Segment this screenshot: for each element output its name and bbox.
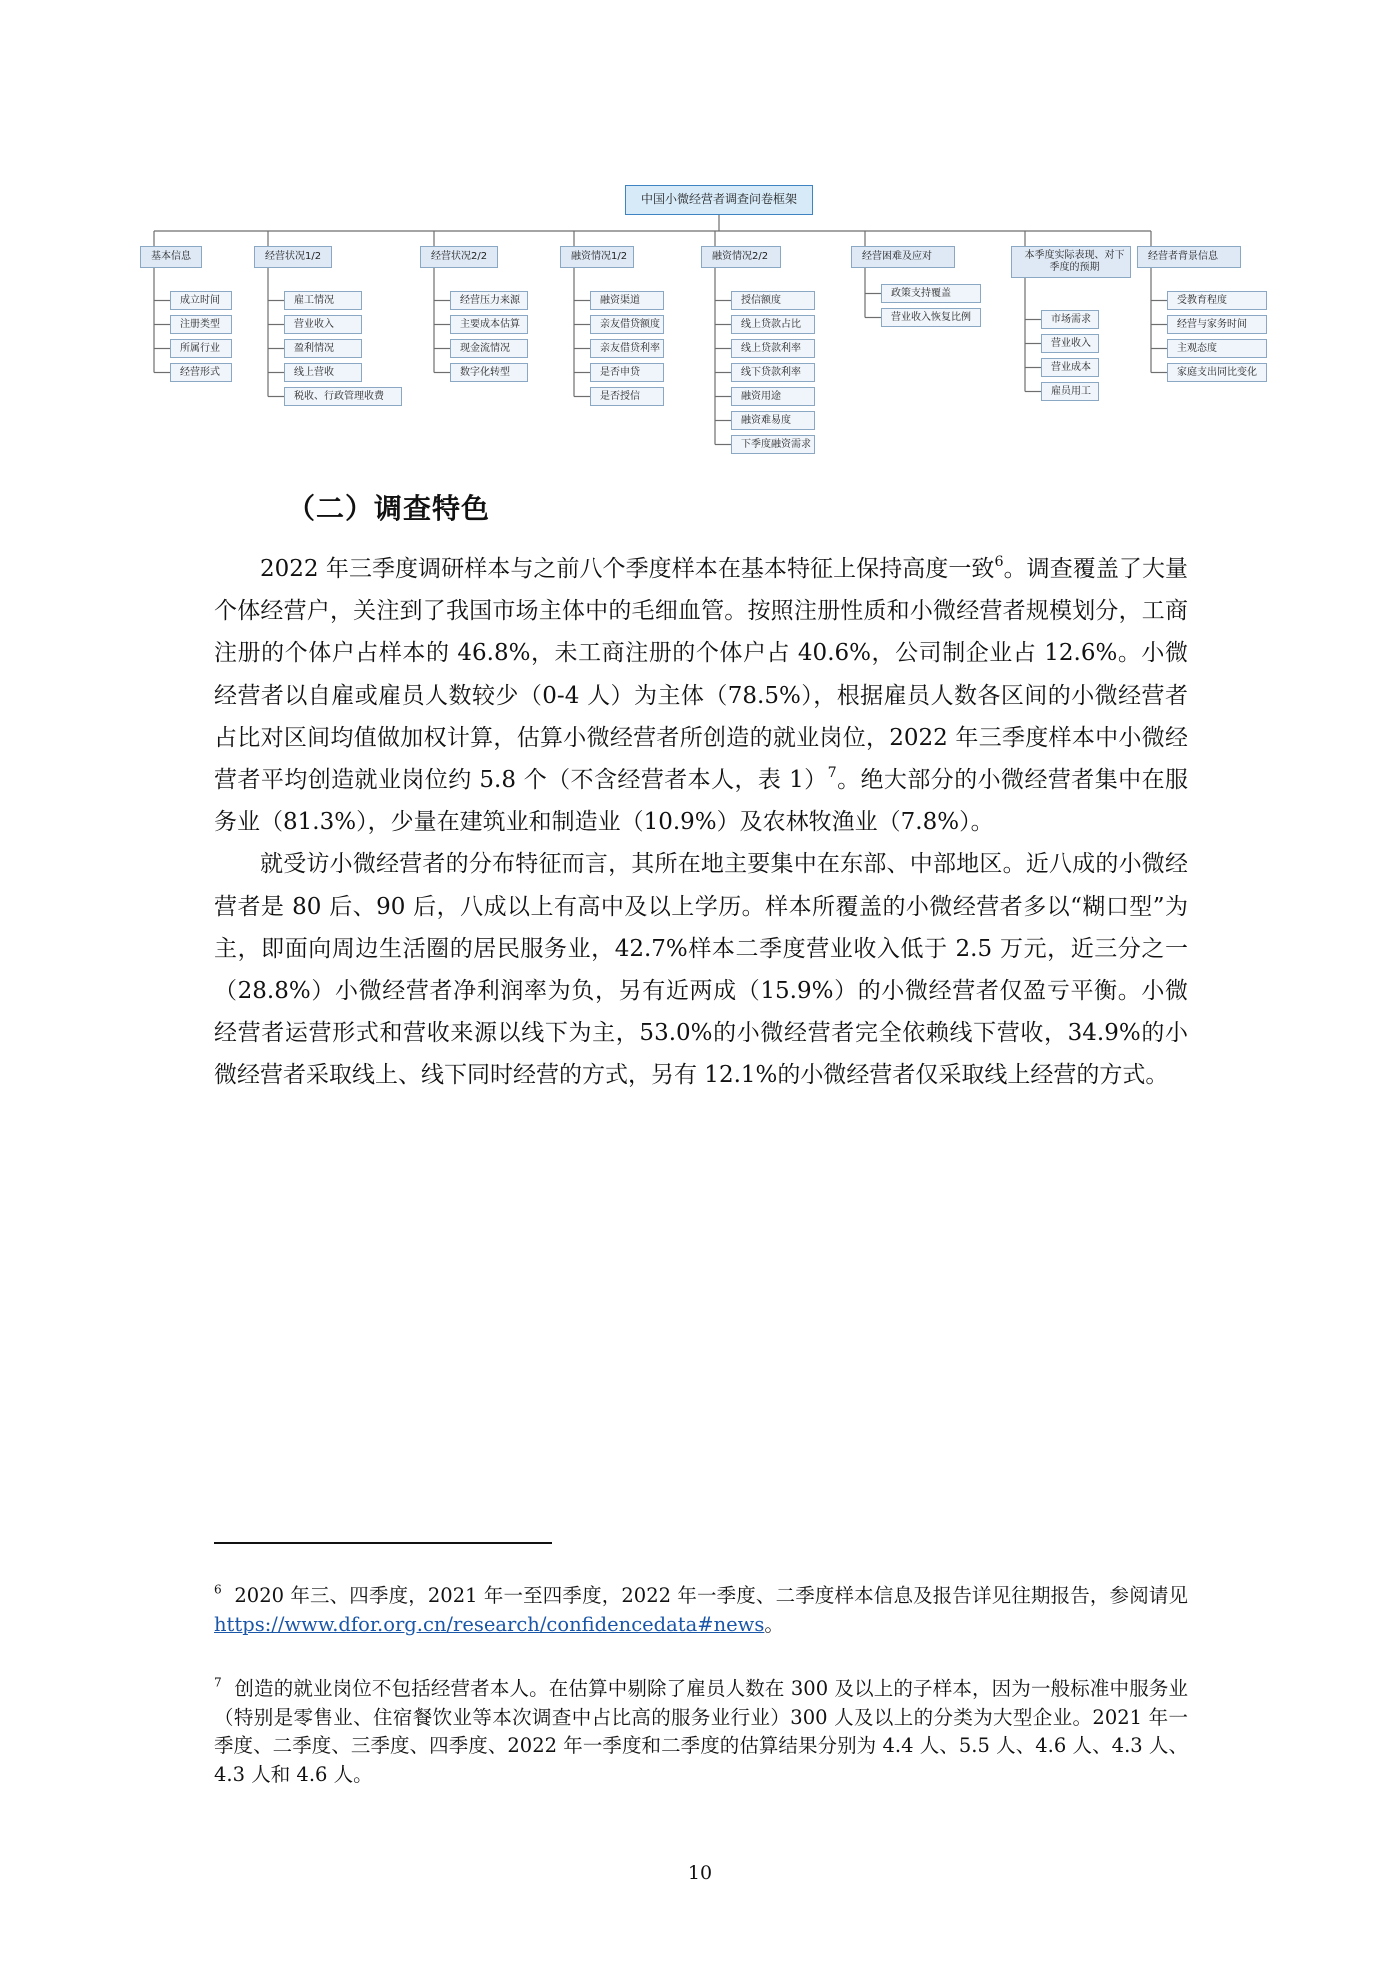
body-text (214, 548, 1188, 1097)
leaf-node: 线上贷款占比 (731, 315, 815, 334)
survey-framework-diagram (0, 0, 1400, 460)
leaf-node: 主观态度 (1167, 339, 1267, 358)
leaf-node: 雇员用工 (1041, 382, 1099, 401)
leaf-node: 市场需求 (1041, 310, 1099, 329)
category-node: 经营状况1/2 (254, 246, 332, 268)
page-number: 10 (687, 1862, 713, 1884)
leaf-node: 融资用途 (731, 387, 815, 406)
leaf-node: 融资难易度 (731, 411, 815, 430)
footnote-6 (214, 1582, 1188, 1639)
leaf-node: 线下贷款利率 (731, 363, 815, 382)
leaf-node: 主要成本估算 (450, 315, 528, 334)
leaf-node: 数字化转型 (450, 363, 528, 382)
footnote-separator (214, 1542, 552, 1544)
leaf-node: 是否授信 (590, 387, 664, 406)
diagram-connectors (0, 0, 1400, 460)
paragraph-1-part-c: 。绝大部分的小微经营者集中在服务业（81.3%），少量在建筑业和制造业（10.9%）及农林牧渔业（7.8%）。 (214, 767, 1189, 836)
category-node: 经营状况2/2 (420, 246, 498, 268)
category-node: 本季度实际表现、对下季度的预期 (1011, 246, 1131, 278)
leaf-node: 经营形式 (170, 363, 232, 382)
category-node: 经营者背景信息 (1137, 246, 1241, 268)
leaf-node: 注册类型 (170, 315, 232, 334)
paragraph-2: 就受访小微经营者的分布特征而言，其所在地主要集中在东部、中部地区。近八成的小微经营者是 80 后、90 后，八成以上有高中及以上学历。样本所覆盖的小微经营者多以“糊口型”为主，即面向周边生活圈的居民服务业，42.7%样本二季度营业收入低于 2.5 万元，近三分之一（28.8%）小微经营者净利润率为负，另有近两成（15.9%）的小微经营者仅盈亏平衡。小微经营者运营形式和营收来源以线下为主，53.0%的小微经营者完全依赖线下营收，34.9%的小微经营者采取线上、线下同时经营的方式，另有 12.1%的小微经营者仅采取线上经营的方式。 (214, 851, 1188, 1089)
footnote-7-text: 创造的就业岗位不包括经营者本人。在估算中剔除了雇员人数在 300 及以上的子样本，因为一般标准中服务业（特别是零售业、住宿餐饮业等本次调查中占比高的服务业行业）300 人及以上的分类为大型企业。2021 年一季度、二季度、三季度、四季度、2022 年一季度和二季度的估算结果分别为 4.4 人、5.5 人、4.6 人、4.3 人、4.3 人和 4.6 人。 (214, 1677, 1188, 1786)
leaf-node: 营业成本 (1041, 358, 1099, 377)
leaf-node: 成立时间 (170, 291, 232, 310)
leaf-node: 下季度融资需求 (731, 435, 815, 454)
footnote-6-mark: 6 (214, 1582, 222, 1597)
paragraph-1 (214, 548, 1188, 843)
category-node: 基本信息 (140, 246, 202, 268)
diagram-root-node: 中国小微经营者调查问卷框架 (625, 185, 813, 215)
leaf-node: 税收、行政管理收费 (284, 387, 402, 406)
leaf-node: 所属行业 (170, 339, 232, 358)
leaf-node: 雇工情况 (284, 291, 362, 310)
footnote-7-mark: 7 (214, 1675, 222, 1690)
paragraph-1-part-b: 。调查覆盖了大量个体经营户，关注到了我国市场主体中的毛细血管。按照注册性质和小微经营者规模划分，工商注册的个体户占样本的 46.8%，未工商注册的个体户占 40.6%，公司制企业占 12.6%。小微经营者以自雇或雇员人数较少（0-4 人）为主体（78.5%），根据雇员人数各区间的小微经营者占比对区间均值做加权计算，估算小微经营者所创造的就业岗位，2022 年三季度样本中小微经营者平均创造就业岗位约 5.8 个（不含经营者本人，表 1） (214, 556, 1188, 794)
leaf-node: 现金流情况 (450, 339, 528, 358)
leaf-node: 经营压力来源 (450, 291, 528, 310)
footnote-ref-6[interactable]: 6 (994, 554, 1004, 571)
category-node: 融资情况2/2 (701, 246, 781, 268)
category-node: 经营困难及应对 (851, 246, 955, 268)
footnote-6-text: 2020 年三、四季度，2021 年一至四季度，2022 年一季度、二季度样本信息及报告详见往期报告，参阅请见 (234, 1584, 1188, 1607)
leaf-node: 融资渠道 (590, 291, 664, 310)
leaf-node: 营业收入 (1041, 334, 1099, 353)
leaf-node: 家庭支出同比变化 (1167, 363, 1267, 382)
footnote-7 (214, 1675, 1188, 1789)
leaf-node: 营业收入 (284, 315, 362, 334)
leaf-node: 线上营收 (284, 363, 362, 382)
category-node: 融资情况1/2 (560, 246, 634, 268)
leaf-node: 亲友借贷额度 (590, 315, 664, 334)
leaf-node: 线上贷款利率 (731, 339, 815, 358)
leaf-node: 盈利情况 (284, 339, 362, 358)
leaf-node: 政策支持覆盖 (881, 284, 981, 303)
footnote-6-link[interactable]: https://www.dfor.org.cn/research/confidencedata#news (214, 1612, 765, 1636)
leaf-node: 亲友借贷利率 (590, 339, 664, 358)
section-heading: （二）调查特色 (287, 492, 491, 525)
leaf-node: 营业收入恢复比例 (881, 308, 981, 327)
paragraph-1-part-a: 2022 年三季度调研样本与之前八个季度样本在基本特征上保持高度一致 (260, 556, 995, 582)
leaf-node: 授信额度 (731, 291, 815, 310)
leaf-node: 经营与家务时间 (1167, 315, 1267, 334)
leaf-node: 是否申贷 (590, 363, 664, 382)
footnote-6-tail: 。 (764, 1612, 784, 1636)
footnote-ref-7[interactable]: 7 (827, 765, 837, 782)
leaf-node: 受教育程度 (1167, 291, 1267, 310)
